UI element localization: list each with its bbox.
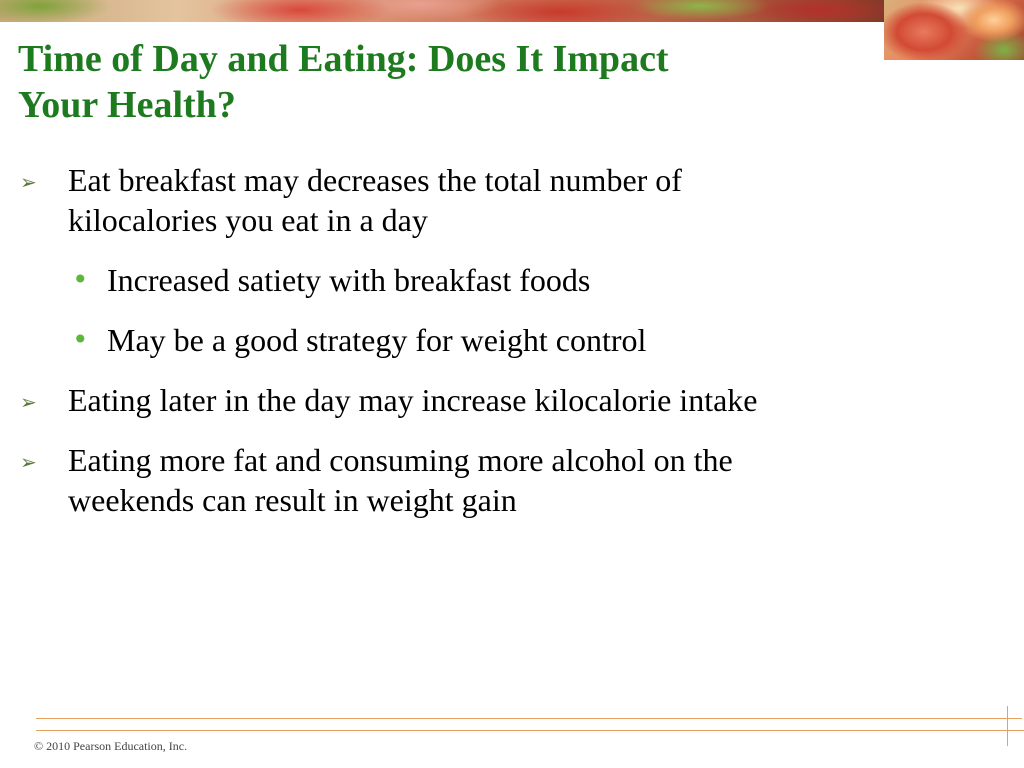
dot-bullet-icon: • [72, 263, 89, 296]
arrow-bullet-icon: ➢ [20, 170, 37, 194]
bullet-3-text [68, 440, 968, 520]
slide-title-line-1: Time of Day and Eating: Does It Impact [18, 38, 669, 80]
bullet-1-line-1: Eat breakfast may decreases the total number of [68, 162, 682, 198]
bullet-1-line-2: kilocalories you eat in a day [68, 202, 428, 238]
slide-title-line-2: Your Health? [18, 84, 236, 126]
footer-rule-tick [1007, 706, 1008, 746]
sub-bullet-1-2-text: May be a good strategy for weight control [107, 322, 647, 358]
corner-food-image [884, 0, 1024, 60]
bullet-3-line-2: weekends can result in weight gain [68, 482, 517, 518]
arrow-bullet-icon: ➢ [20, 450, 37, 474]
bullet-3-line-1: Eating more fat and consuming more alcohol on the [68, 442, 733, 478]
slide-title [18, 36, 878, 128]
sub-bullet-1-1-text: Increased satiety with breakfast foods [107, 262, 591, 298]
dot-bullet-icon: • [72, 323, 89, 356]
header-food-banner [0, 0, 884, 22]
bullet-2-text [68, 380, 968, 420]
footer-rule-bottom [36, 730, 1024, 731]
footer-rule-top [36, 718, 1022, 719]
bullet-2-line-1: Eating later in the day may increase kilocalorie intake [68, 382, 758, 418]
arrow-bullet-icon: ➢ [20, 390, 37, 414]
copyright-notice: © 2010 Pearson Education, Inc. [34, 739, 188, 753]
bullet-1-text [68, 160, 968, 240]
